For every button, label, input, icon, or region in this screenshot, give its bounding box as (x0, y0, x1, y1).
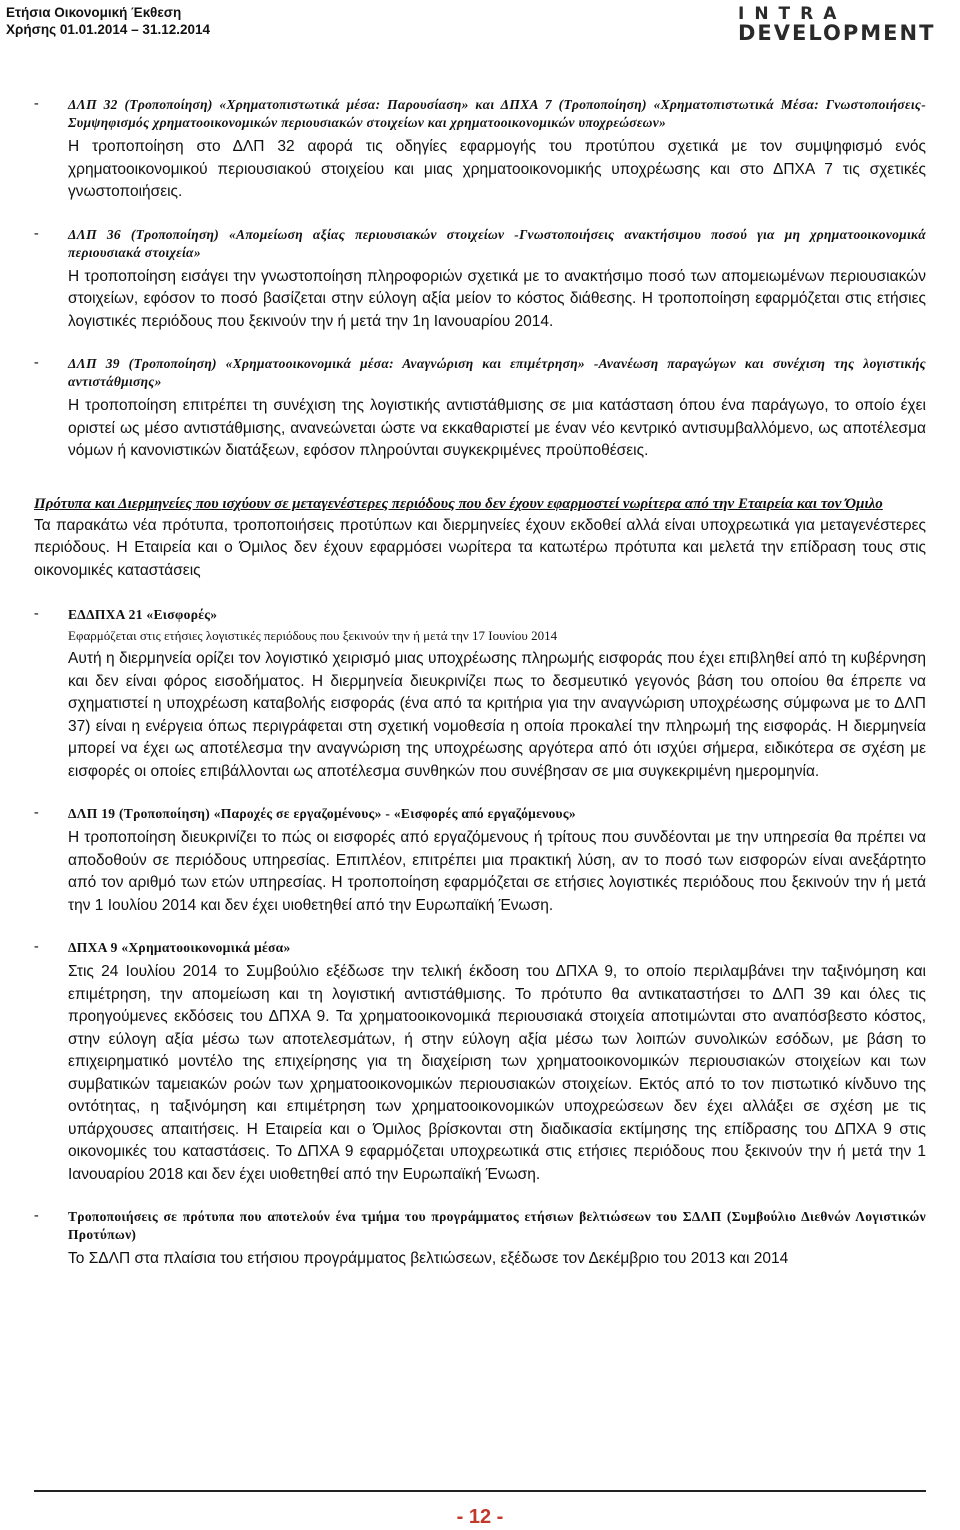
section-body: Η τροποποίηση διευκρινίζει το πώς οι εισφορές από εργαζόμενους ή τρίτους που συνδέονται με την υπηρεσία θα πρέπει να αποδοθούν σε περιόδους υπηρεσίας. Επιπλέον, επιτρέπει μια πρακτική λύση, αν το ποσό των εισφορών είναι ανεξάρτητο από τον αριθμό των ετών υπηρεσίας. Η τροποποίηση εφαρμόζεται σε ετήσιες λογιστικές περιόδους που ξεκινούν την ή μετά την 1 Ιουλίου 2014 και δεν έχει υιοθετηθεί από την Ευρωπαϊκή Ένωση. (68, 829, 926, 914)
bullet-dash: - (34, 606, 39, 621)
section-ias32 (34, 96, 926, 204)
section-body: Η τροποποίηση επιτρέπει τη συνέχιση της λογιστικής αντιστάθμισης σε μια κατάσταση όπου ένα παράγωγο, το οποίο έχει οριστεί ως μέσο αντιστάθμισης, ανανεώνεται ώστε να εκκαθαριστεί με έναν νέο κεντρικό αντισυμβαλλόμενο, ως αποτέλεσμα νόμων ή κανονιστικών διατάξεων, εφόσον πληρούνται συγκεκριμένες προϋποθέσεις. (68, 397, 926, 459)
page-number: - 12 - (456, 1506, 504, 1528)
bullet-dash: - (34, 939, 39, 954)
bullet-dash: - (34, 225, 39, 241)
section-title: ΔΛΠ 39 (Τροποποίηση) «Χρηματοοικονομικά μέσα: Αναγνώριση και επιμέτρηση» -Ανανέωση παραγώγων και συνέχιση της λογιστικής αντιστάθμισης» (68, 356, 926, 389)
part2-intro (34, 493, 926, 583)
page-header (0, 0, 960, 52)
section-title: ΕΔΔΠΧΑ 21 «Εισφορές» (68, 607, 218, 622)
bullet-dash: - (34, 96, 39, 111)
section-title: ΔΛΠ 19 (Τροποποίηση) «Παροχές σε εργαζομένους» - «Εισφορές από εργαζόμενους» (68, 806, 576, 821)
section-ifric21 (34, 606, 926, 783)
section-title: Τροποποιήσεις σε πρότυπα που αποτελούν ένα τμήμα του προγράμματος ετήσιων βελτιώσεων του ΣΔΛΠ (Συμβούλιο Διεθνών Λογιστικών Προτύπων) (68, 1209, 926, 1242)
footer-rule (34, 1490, 926, 1492)
bullet-dash: - (34, 1208, 39, 1223)
section-ias36 (34, 226, 926, 334)
section-ias39 (34, 355, 926, 463)
logo-line1: INTRA (738, 4, 847, 24)
section-title: ΔΛΠ 36 (Τροποποίηση) «Απομείωση αξίας περιουσιακών στοιχείων -Γνωστοποιήσεις ανακτήσιμου ποσού για μη χρηματοοικονομικά περιουσιακά στοιχεία» (68, 226, 926, 260)
bullet-dash: - (34, 805, 39, 820)
part2-title: Πρότυπα και Διερμηνείες που ισχύουν σε μεταγενέστερες περιόδους που δεν έχουν εφαρμοστεί νωρίτερα από την Εταιρεία και τον Όμιλο (34, 495, 883, 512)
logo-line2: DEVELOPMENT (738, 21, 936, 45)
section-title: ΔΛΠ 32 (Τροποποίηση) «Χρηματοπιστωτικά μέσα: Παρουσίαση» και ΔΠΧΑ 7 (Τροποποίηση) «Χρηματοπιστωτικά Μέσα: Γνωστοποιήσεις-Συμψηφισμός χρηματοοικονομικών περιουσιακών στοιχείων και χρηματοοικονομικών υποχρεώσεων» (68, 97, 926, 130)
section-ias19 (34, 805, 926, 917)
report-title-line2: Χρήσης 01.01.2014 – 31.12.2014 (6, 22, 210, 37)
section-body: Το ΣΔΛΠ στα πλαίσια του ετήσιου προγράμματος βελτιώσεων, εξέδωσε τον Δεκέμβριο του 2013 και 2014 (68, 1250, 789, 1267)
bullet-dash: - (34, 355, 39, 370)
main-content (34, 96, 926, 1271)
section-body: Στις 24 Ιουλίου 2014 το Συμβούλιο εξέδωσε την τελική έκδοση του ΔΠΧΑ 9, το οποίο περιλαμβάνει την ταξινόμηση και επιμέτρηση, την απομείωση και τη λογιστική αντιστάθμισης. Το πρότυπο θα αντικαταστήσει το ΔΛΠ 39 και όλες τις προηγούμενες εκδόσεις του ΔΠΧΑ 9. Τα χρηματοοικονομικά περιουσιακά στοιχεία αποτιμώνται στο αναπόσβεστο κόστος, στην εύλογη αξία μέσω των αποτελεσμάτων, ή στην εύλογη αξία μέσω των λοιπών συνολικών εσόδων, με βάση το επιχειρηματικό μοντέλο της επιχείρησης για τη διαχείριση των χρηματοοικονομικών περιουσιακών στοιχείων και των συμβατικών ταμειακών ροών των χρηματοοικονομικών περιουσιακών στοιχείων. Εκτός από το τον πιστωτικό κίνδυνο της οντότητας, η ταξινόμηση και επιμέτρηση των χρηματοοικονομικών υποχρεώσεων δεν έχει αλλάξει σε σχέση με τις υπάρχουσες απαιτήσεις. Η Εταιρεία και ο Όμιλος βρίσκονται στη διαδικασία εκτίμησης της επίδρασης του ΔΠΧΑ 9 στις οικονομικές του καταστάσεις. Το ΔΠΧΑ 9 εφαρμόζεται υποχρεωτικά στις ετήσιες περιόδους που ξεκινούν την ή μετά την 1 Ιανουαρίου 2018 και δεν έχει υιοθετηθεί από την Ευρωπαϊκή Ένωση. (68, 963, 926, 1183)
section-ifrs9 (34, 939, 926, 1186)
report-title-line1: Ετήσια Οικονομική Έκθεση (6, 5, 182, 20)
report-title (6, 4, 210, 38)
part2-body: Τα παρακάτω νέα πρότυπα, τροποποιήσεις προτύπων και διερμηνείες έχουν εκδοθεί αλλά είναι υποχρεωτικά για μεταγενέστερες περιόδους. Η Εταιρεία και ο Όμιλος δεν έχουν εφαρμόσει νωρίτερα τα κατωτέρω πρότυπα και μελετά την επίδραση τους στις οικονομικές καταστάσεις (34, 516, 926, 579)
section-body: Η τροποποίηση εισάγει την γνωστοποίηση πληροφοριών σχετικά με το ανακτήσιμο ποσό των απομειωμένων περιουσιακών στοιχείων, εφόσον το ποσό βασίζεται στην εύλογη αξία μείον το κόστος διάθεσης. Η τροποποίηση εφαρμόζεται στις ετήσιες λογιστικές περιόδους που ξεκινούν την ή μετά την 1η Ιανουαρίου 2014. (68, 267, 926, 330)
section-body: Αυτή η διερμηνεία ορίζει τον λογιστικό χειρισμό μιας υποχρέωσης πληρωμής εισφοράς που έχει επιβληθεί από τη κυβέρνηση και δεν είναι φόρος εισοδήματος. Η διερμηνεία διευκρινίζει πως το δεσμευτικό γεγονός βάση του οποίου θα έπρεπε να σχηματιστεί η υποχρέωση καταβολής εισφοράς (ένα από τα κριτήρια για την αναγνώριση υποχρέωσης σύμφωνα με το ΔΛΠ 37) είναι η ενέργεια όπως περιγράφεται στη σχετική νομοθεσία η οποία προκαλεί την πληρωμή της εισφοράς. Η διερμηνεία μπορεί να έχει ως αποτέλεσμα την αναγνώριση της υποχρέωσης αργότερα από ότι ισχύει σήμερα, ειδικότερα σε σχέση με εισφορές οι οποίες επιβάλλονται ως αποτέλεσμα συνθηκών που συνέβησαν σε μια συγκεκριμένη ημερομηνία. (68, 650, 926, 780)
effective-date-note: Εφαρμόζεται στις ετήσιες λογιστικές περιόδους που ξεκινούν την ή μετά την 17 Ιουνίου 2014 (68, 628, 558, 643)
section-annual-improvements (34, 1208, 926, 1271)
company-logo (738, 4, 954, 44)
section-title: ΔΠΧΑ 9 «Χρηματοοικονομικά μέσα» (68, 940, 291, 955)
section-body: Η τροποποίηση στο ΔΛΠ 32 αφορά τις οδηγίες εφαρμογής του προτύπου σχετικά με τον συμψηφισμό ενός χρηματοοικονομικού περιουσιακού στοιχείου και μιας χρηματοοικονομικής υποχρέωσης και στο ΔΠΧΑ 7 τις σχετικές γνωστοποιήσεις. (68, 138, 926, 200)
